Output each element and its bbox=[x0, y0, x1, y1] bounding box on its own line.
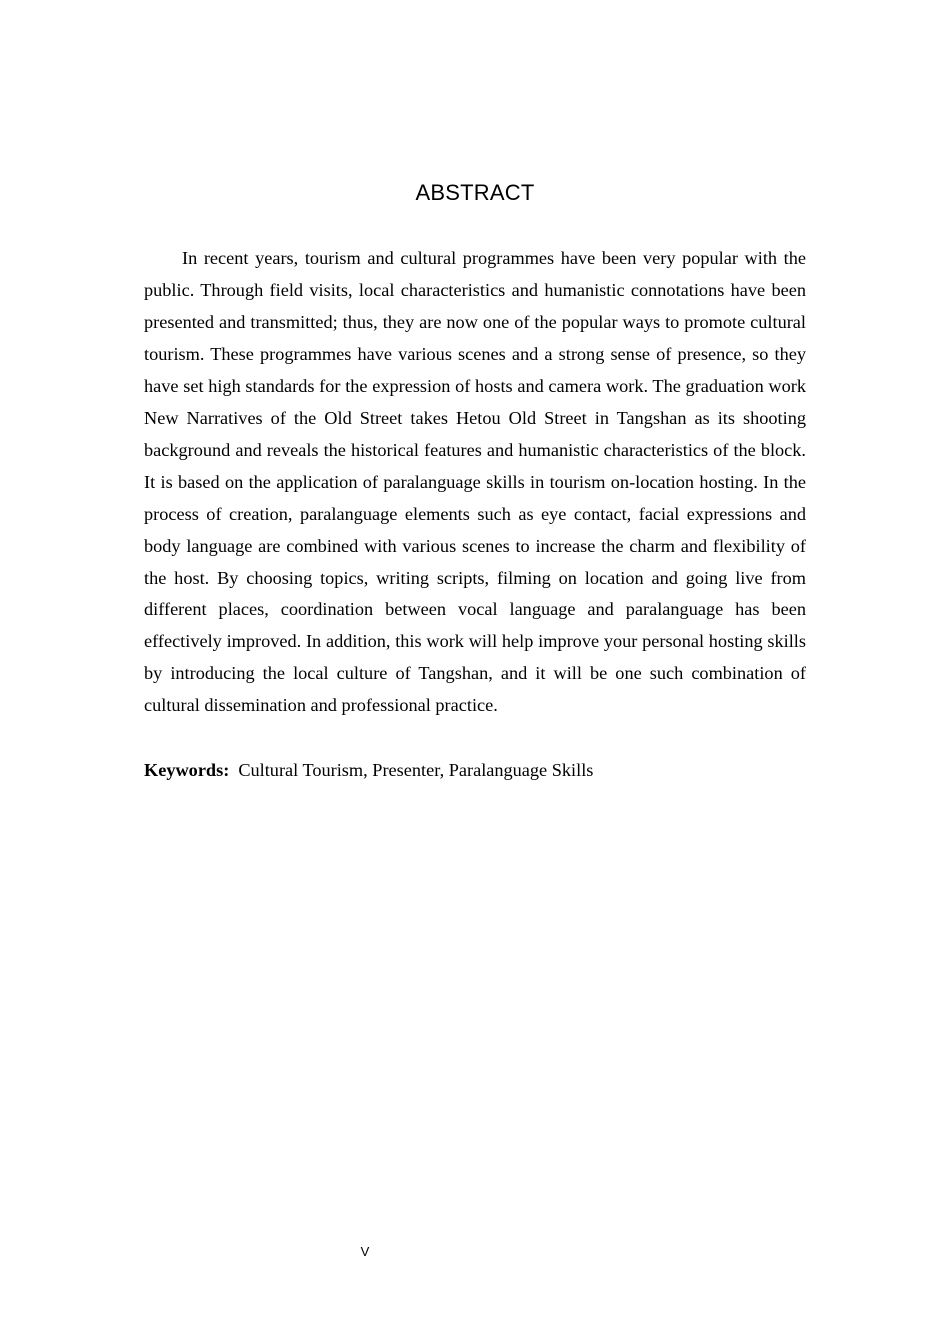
abstract-title: ABSTRACT bbox=[415, 180, 535, 205]
abstract-body: In recent years, tourism and cultural programmes have been very popular with the public. Through field visits, local characteristics and humanistic connotations have been presented and transmitted; thus, they are now one of the popular ways to promote cultural tourism. These programmes have various scenes and a strong sense of presence, so they have set high standards for the expression of hosts and camera work. The graduation work New Narratives of the Old Street takes Hetou Old Street in Tangshan as its shooting background and reveals the historical features and humanistic characteristics of the block. It is based on the application of paralanguage skills in tourism on-location hosting. In the process of creation, paralanguage elements such as eye contact, facial expressions and body language are combined with various scenes to increase the charm and flexibility of the host. By choosing topics, writing scripts, filming on location and going live from different places, coordination between vocal language and paralanguage has been effectively improved. In addition, this work will help improve your personal hosting skills by introducing the local culture of Tangshan, and it will be one such combination of cultural dissemination and professional practice. bbox=[144, 248, 806, 716]
keywords-label: Keywords: bbox=[144, 760, 230, 780]
page-number: V bbox=[360, 1244, 370, 1259]
keywords-value: Cultural Tourism, Presenter, Paralanguage Skills bbox=[238, 760, 594, 780]
keywords-line bbox=[144, 755, 806, 787]
